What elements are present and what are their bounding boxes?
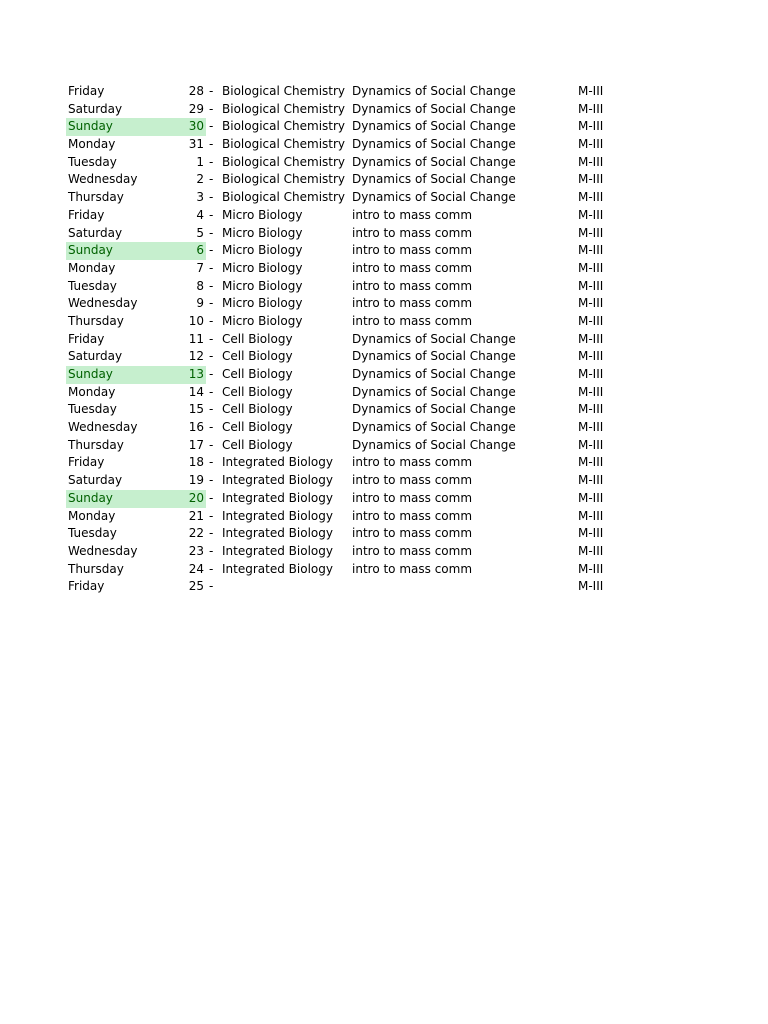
day-cell: Tuesday [68,402,117,417]
dash-cell: - [209,526,214,541]
subject-secondary-cell: intro to mass comm [352,207,473,222]
schedule-row [0,242,768,260]
code-cell: M-III [578,190,604,205]
date-cell: 14 [188,384,204,399]
subject-primary-cell: Integrated Biology [222,561,333,576]
schedule-row [0,401,768,419]
subject-secondary-cell: intro to mass comm [352,243,473,258]
code-cell: M-III [578,172,604,187]
subject-primary-cell: Cell Biology [222,402,293,417]
subject-primary-cell: Micro Biology [222,207,303,222]
subject-primary-cell: Cell Biology [222,437,293,452]
subject-secondary-cell: intro to mass comm [352,225,473,240]
date-cell: 23 [188,543,204,558]
subject-secondary-cell: Dynamics of Social Change [352,402,516,417]
subject-primary-cell: Integrated Biology [222,543,333,558]
date-cell: 2 [196,172,204,187]
schedule-row [0,508,768,526]
day-cell: Saturday [68,225,123,240]
date-cell: 1 [196,154,204,169]
schedule-row [0,260,768,278]
code-cell: M-III [578,579,604,594]
subject-secondary-cell: Dynamics of Social Change [352,119,516,134]
date-cell: 15 [188,402,204,417]
subject-primary-cell: Biological Chemistry [222,119,346,134]
subject-secondary-cell: Dynamics of Social Change [352,137,516,152]
schedule-row [0,561,768,579]
dash-cell: - [209,296,214,311]
code-cell: M-III [578,154,604,169]
schedule-row [0,313,768,331]
subject-secondary-cell: Dynamics of Social Change [352,420,516,435]
date-cell: 29 [188,101,204,116]
day-cell: Thursday [68,561,124,576]
date-cell: 13 [184,366,206,384]
code-cell: M-III [578,402,604,417]
dash-cell: - [209,508,214,523]
subject-secondary-cell: Dynamics of Social Change [352,384,516,399]
day-cell: Wednesday [68,296,138,311]
subject-primary-cell: Biological Chemistry [222,190,346,205]
subject-primary-cell: Integrated Biology [222,526,333,541]
code-cell: M-III [578,473,604,488]
dash-cell: - [209,137,214,152]
dash-cell: - [209,207,214,222]
dash-cell: - [209,402,214,417]
dash-cell: - [209,490,214,505]
day-cell: Thursday [68,190,124,205]
subject-secondary-cell: Dynamics of Social Change [352,101,516,116]
code-cell: M-III [578,278,604,293]
schedule-row [0,118,768,136]
schedule-row [0,348,768,366]
day-cell: Saturday [68,349,123,364]
dash-cell: - [209,349,214,364]
day-cell: Wednesday [68,172,138,187]
subject-secondary-cell: Dynamics of Social Change [352,437,516,452]
schedule-row [0,525,768,543]
dash-cell: - [209,190,214,205]
code-cell: M-III [578,331,604,346]
subject-primary-cell: Micro Biology [222,278,303,293]
day-cell: Sunday [66,118,184,136]
schedule-row [0,331,768,349]
dash-cell: - [209,473,214,488]
dash-cell: - [209,420,214,435]
date-cell: 7 [196,260,204,275]
dash-cell: - [209,561,214,576]
dash-cell: - [209,260,214,275]
subject-secondary-cell: intro to mass comm [352,543,473,558]
subject-primary-cell: Cell Biology [222,349,293,364]
code-cell: M-III [578,543,604,558]
schedule-row [0,154,768,172]
subject-primary-cell: Biological Chemistry [222,137,346,152]
schedule-row [0,171,768,189]
date-cell: 19 [188,473,204,488]
subject-primary-cell: Cell Biology [222,420,293,435]
dash-cell: - [209,154,214,169]
day-cell: Monday [68,384,116,399]
code-cell: M-III [578,101,604,116]
subject-secondary-cell: intro to mass comm [352,313,473,328]
subject-primary-cell: Micro Biology [222,225,303,240]
subject-primary-cell: Cell Biology [222,331,293,346]
subject-primary-cell: Integrated Biology [222,490,333,505]
schedule-row [0,366,768,384]
schedule-row [0,101,768,119]
subject-secondary-cell: Dynamics of Social Change [352,154,516,169]
day-cell: Monday [68,508,116,523]
subject-secondary-cell: intro to mass comm [352,455,473,470]
schedule-sheet [0,83,768,596]
code-cell: M-III [578,296,604,311]
date-cell: 28 [188,84,204,98]
code-cell: M-III [578,119,604,134]
subject-primary-cell: Integrated Biology [222,508,333,523]
date-cell: 4 [196,207,204,222]
date-cell: 9 [196,296,204,311]
dash-cell: - [209,101,214,116]
schedule-row [0,419,768,437]
date-cell: 20 [184,490,206,508]
subject-primary-cell: Micro Biology [222,296,303,311]
dash-cell: - [209,384,214,399]
code-cell: M-III [578,455,604,470]
subject-primary-cell: Integrated Biology [222,455,333,470]
day-cell: Saturday [68,473,123,488]
schedule-row [0,189,768,207]
code-cell: M-III [578,207,604,222]
day-cell: Sunday [66,366,184,384]
day-cell: Friday [68,331,105,346]
schedule-row [0,136,768,154]
day-cell: Monday [68,260,116,275]
day-cell: Thursday [68,437,124,452]
dash-cell: - [209,278,214,293]
subject-secondary-cell: intro to mass comm [352,260,473,275]
dash-cell: - [209,243,214,258]
day-cell: Sunday [66,242,184,260]
schedule-row [0,207,768,225]
dash-cell: - [209,579,214,594]
day-cell: Tuesday [68,526,117,541]
code-cell: M-III [578,260,604,275]
date-cell: 10 [188,313,204,328]
subject-primary-cell: Integrated Biology [222,473,333,488]
schedule-row [0,472,768,490]
subject-primary-cell: Cell Biology [222,384,293,399]
subject-primary-cell: Biological Chemistry [222,101,346,116]
subject-secondary-cell: Dynamics of Social Change [352,367,516,381]
subject-secondary-cell [352,578,562,596]
code-cell: M-III [578,137,604,152]
schedule-row [0,437,768,455]
schedule-row [0,454,768,472]
code-cell: M-III [578,243,604,258]
date-cell: 6 [184,242,206,260]
dash-cell: - [209,543,214,558]
subject-secondary-cell: Dynamics of Social Change [352,331,516,346]
code-cell: M-III [578,490,604,505]
dash-cell: - [209,225,214,240]
schedule-row [0,543,768,561]
dash-cell: - [209,172,214,187]
day-cell: Friday [68,84,105,98]
date-cell: 24 [188,561,204,576]
day-cell: Tuesday [68,154,117,169]
subject-secondary-cell: intro to mass comm [352,561,473,576]
subject-primary-cell: Biological Chemistry [222,84,346,98]
date-cell: 8 [196,278,204,293]
date-cell: 25 [188,579,204,594]
schedule-row [0,225,768,243]
subject-primary-cell: Micro Biology [222,260,303,275]
date-cell: 12 [188,349,204,364]
subject-secondary-cell: Dynamics of Social Change [352,172,516,187]
subject-secondary-cell: intro to mass comm [352,278,473,293]
schedule-row [0,83,768,101]
schedule-row [0,384,768,402]
day-cell: Sunday [66,490,184,508]
day-cell: Friday [68,207,105,222]
code-cell: M-III [578,349,604,364]
code-cell: M-III [578,367,604,381]
subject-primary-cell [222,578,350,596]
code-cell: M-III [578,225,604,240]
code-cell: M-III [578,561,604,576]
code-cell: M-III [578,313,604,328]
date-cell: 18 [188,455,204,470]
date-cell: 3 [196,190,204,205]
dash-cell: - [209,313,214,328]
subject-secondary-cell: Dynamics of Social Change [352,190,516,205]
subject-secondary-cell: intro to mass comm [352,508,473,523]
subject-primary-cell: Micro Biology [222,243,303,258]
subject-primary-cell: Cell Biology [222,367,293,381]
code-cell: M-III [578,508,604,523]
date-cell: 11 [188,331,204,346]
subject-secondary-cell: intro to mass comm [352,490,473,505]
date-cell: 21 [188,508,204,523]
day-cell: Friday [68,455,105,470]
date-cell: 22 [188,526,204,541]
date-cell: 31 [188,137,204,152]
date-cell: 5 [196,225,204,240]
dash-cell: - [209,367,214,381]
code-cell: M-III [578,84,604,98]
subject-secondary-cell: intro to mass comm [352,526,473,541]
day-cell: Friday [68,579,105,594]
date-cell: 17 [188,437,204,452]
subject-primary-cell: Biological Chemistry [222,172,346,187]
dash-cell: - [209,437,214,452]
schedule-row [0,295,768,313]
schedule-row [0,578,768,596]
day-cell: Wednesday [68,543,138,558]
schedule-row [0,278,768,296]
subject-secondary-cell: intro to mass comm [352,473,473,488]
day-cell: Tuesday [68,278,117,293]
subject-secondary-cell: Dynamics of Social Change [352,349,516,364]
subject-primary-cell: Micro Biology [222,313,303,328]
dash-cell: - [209,84,214,98]
dash-cell: - [209,455,214,470]
code-cell: M-III [578,437,604,452]
date-cell: 30 [184,118,206,136]
dash-cell: - [209,331,214,346]
dash-cell: - [209,119,214,134]
code-cell: M-III [578,384,604,399]
schedule-row [0,490,768,508]
subject-primary-cell: Biological Chemistry [222,154,346,169]
subject-secondary-cell: Dynamics of Social Change [352,84,516,98]
day-cell: Thursday [68,313,124,328]
code-cell: M-III [578,420,604,435]
code-cell: M-III [578,526,604,541]
date-cell: 16 [188,420,204,435]
day-cell: Wednesday [68,420,138,435]
day-cell: Saturday [68,101,123,116]
subject-secondary-cell: intro to mass comm [352,296,473,311]
day-cell: Monday [68,137,116,152]
